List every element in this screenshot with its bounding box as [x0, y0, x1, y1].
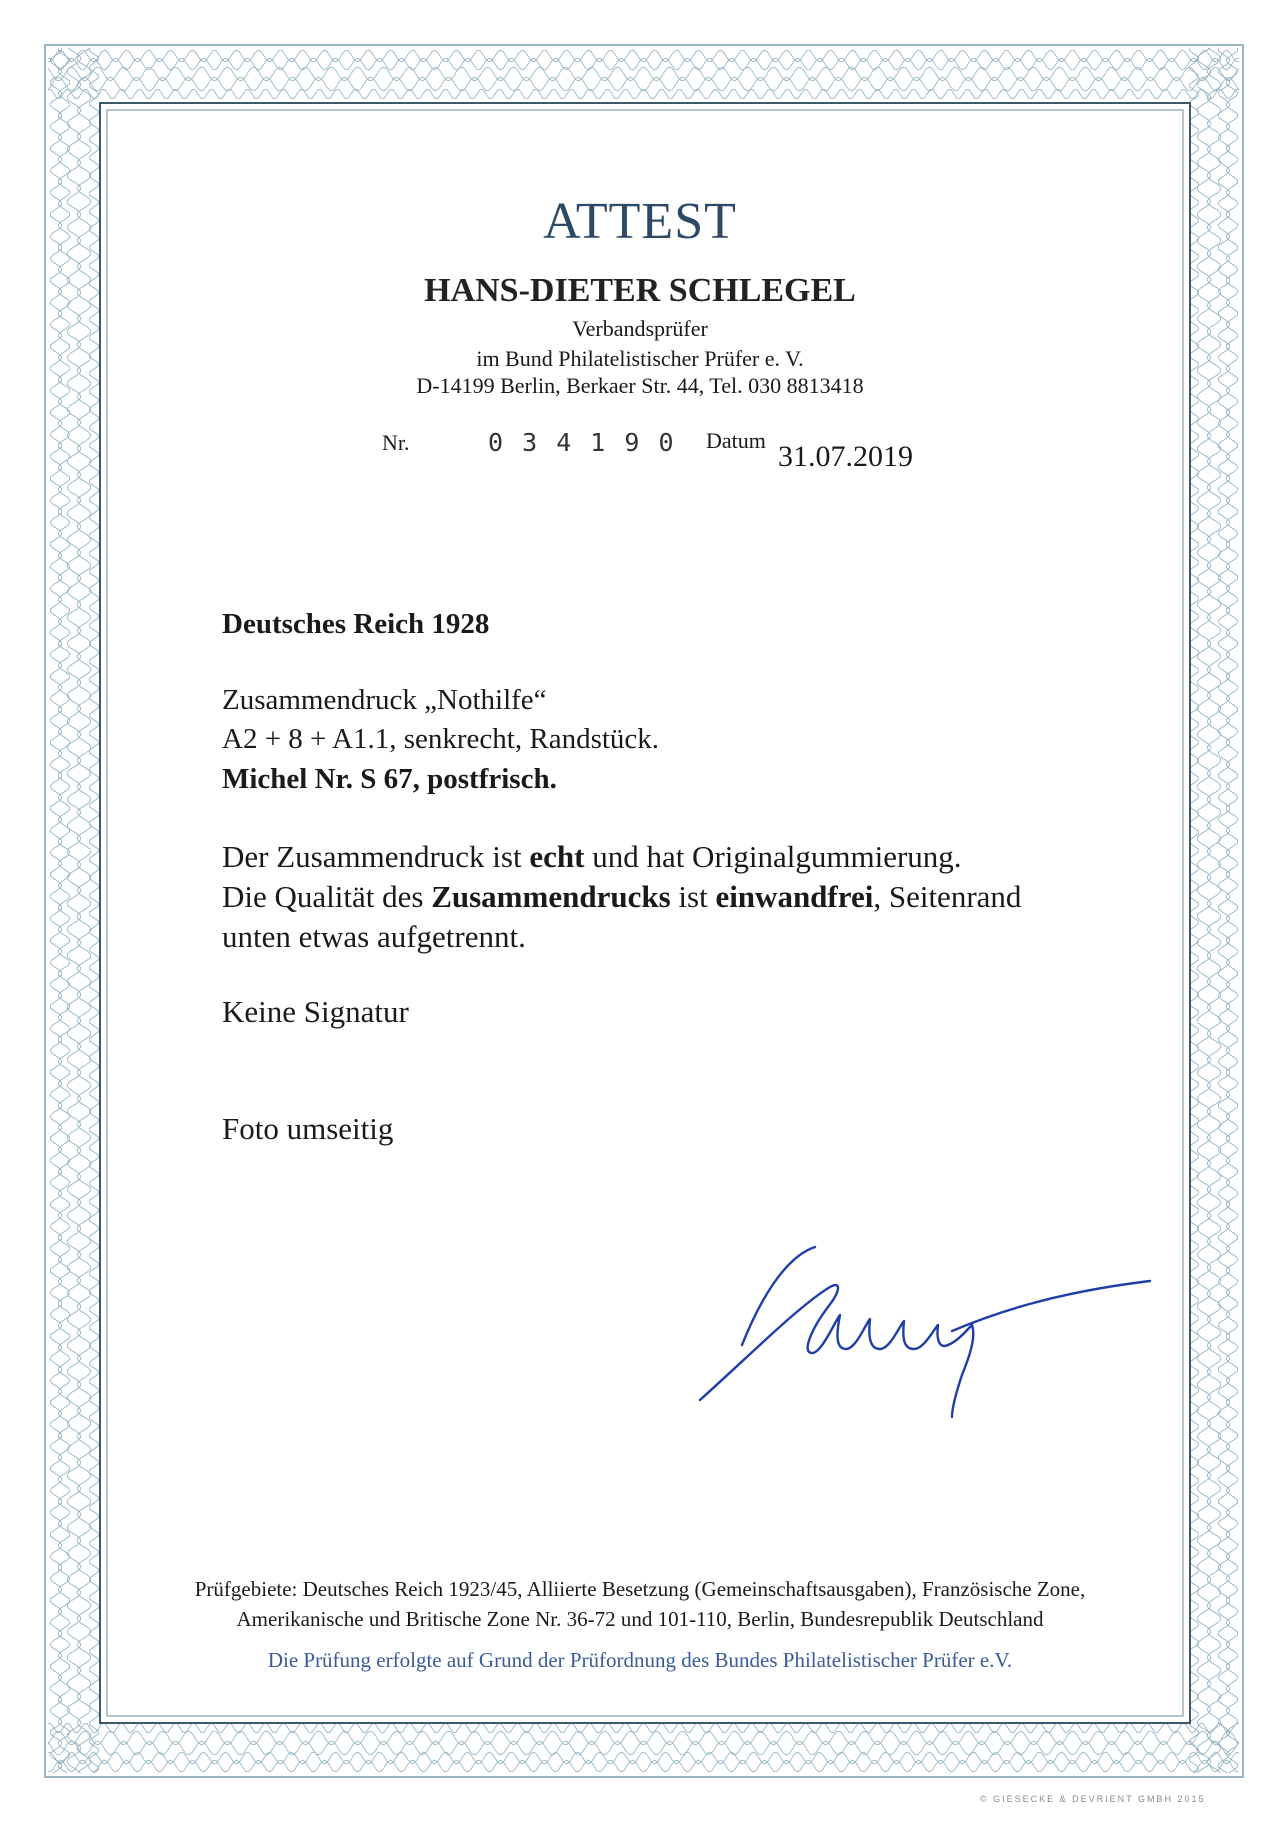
signature-stroke [742, 1247, 815, 1345]
examiner-address: D-14199 Berlin, Berkaer Str. 44, Tel. 030 8813418 [416, 373, 864, 398]
photo-note: Foto umseitig [222, 1111, 394, 1146]
certificate-number: 0 3 4 1 9 0 [488, 428, 676, 457]
catalog-number: Michel Nr. S 67, postfrisch. [222, 763, 557, 795]
examiner-name: HANS-DIETER SCHLEGEL [424, 272, 856, 309]
frame-wave [48, 67, 1239, 81]
item-description-line2: A2 + 8 + A1.1, senkrecht, Randstück. [222, 723, 660, 755]
verdict-text: und hat Originalgummierung. [584, 839, 962, 874]
frame-wave [48, 1731, 1239, 1745]
examination-areas-line1: Prüfgebiete: Deutsches Reich 1923/45, Alliierte Besetzung (Gemeinschaftsausgaben), Französische Zone, [194, 1577, 1086, 1601]
examiner-association: im Bund Philatelistischer Prüfer e. V. [476, 346, 804, 371]
datum-label: Datum [706, 428, 766, 453]
examination-areas-line2: Amerikanische und Britische Zone Nr. 36-72 und 101-110, Berlin, Bundesrepublik Deutschland [236, 1607, 1044, 1631]
verdict-text: ist [670, 879, 716, 914]
frame-wave [48, 90, 1239, 99]
verdict-text: Die Qualität des [222, 879, 432, 914]
frame-wave [48, 1724, 1239, 1733]
verdict-text: Der Zusammendruck ist [222, 839, 530, 874]
examiner-signature [690, 1245, 1160, 1425]
verdict-genuine: echt [529, 839, 585, 874]
signature-note: Keine Signatur [222, 994, 409, 1029]
verdict-line1 [222, 839, 962, 875]
frame-wave [48, 1752, 1239, 1764]
verdict-line2 [222, 879, 1021, 915]
nr-label: Nr. [382, 430, 410, 455]
verdict-quality: einwandfrei [715, 879, 874, 914]
printer-imprint: © GIESECKE & DEVRIENT GMBH 2015 [980, 1794, 1206, 1804]
frame-wave [48, 58, 1239, 70]
examiner-role: Verbandsprüfer [572, 316, 708, 341]
title: ATTEST [543, 193, 737, 250]
verdict-line3: unten etwas aufgetrennt. [222, 919, 526, 954]
printer-name: GIESECKE & DEVRIENT GMBH 2015 [993, 1794, 1206, 1804]
signature-stroke [952, 1281, 1150, 1331]
frame-wave [48, 77, 1239, 91]
frame-wave [48, 1760, 1239, 1772]
stamp-heading: Deutsches Reich 1928 [222, 608, 490, 640]
item-description-line1: Zusammendruck „Nothilfe“ [222, 684, 547, 716]
verdict-item: Zusammendrucks [431, 879, 671, 914]
signature-stroke [700, 1285, 948, 1400]
frame-wave [48, 50, 1239, 62]
examination-basis: Die Prüfung erfolgte auf Grund der Prüfordnung des Bundes Philatelistischer Prüfer e.V. [267, 1648, 1013, 1672]
signature-stroke [948, 1325, 973, 1417]
verdict-text: , Seitenrand [873, 879, 1022, 914]
certificate-date: 31.07.2019 [778, 440, 913, 473]
